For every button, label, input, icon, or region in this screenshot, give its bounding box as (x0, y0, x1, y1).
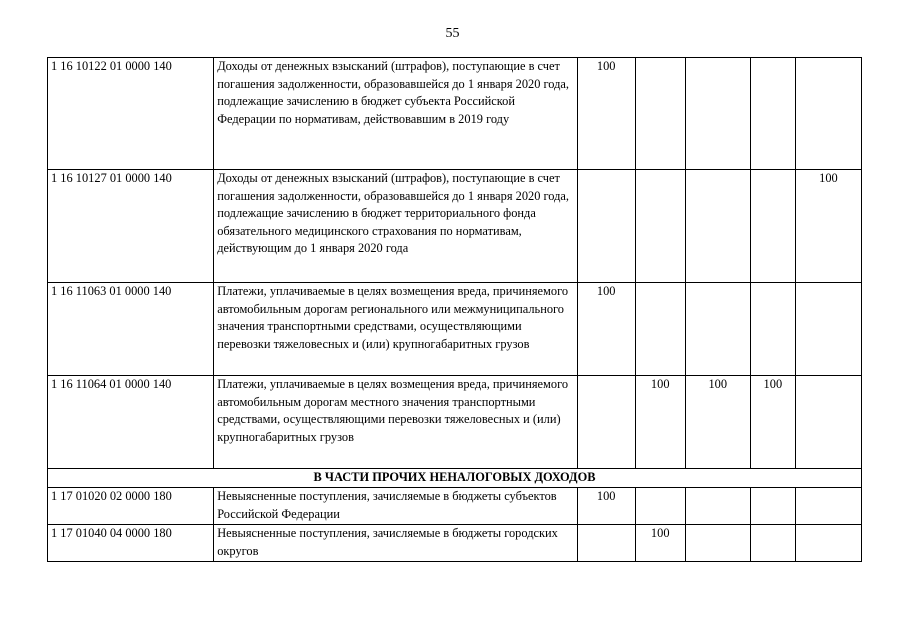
table-row (48, 170, 862, 283)
table-row (48, 376, 862, 469)
value-cell (577, 525, 635, 562)
revenue-name: Платежи, уплачиваемые в целях возмещения вреда, причиняемого автомобильным дорогам регионального или межмуниципального значения транспортными средствами, осуществляющими перевозки тяжеловесных и (или) крупногабаритных грузов (214, 283, 577, 376)
value-cell (685, 58, 750, 170)
revenue-code: 1 16 10122 01 0000 140 (48, 58, 214, 170)
revenue-code: 1 17 01040 04 0000 180 (48, 525, 214, 562)
revenue-name: Доходы от денежных взысканий (штрафов), поступающие в счет погашения задолженности, образовавшейся до 1 января 2020 года, подлежащие зачислению в бюджет территориального фонда обязательного медицинского страхования по нормативам, действующим до 1 января 2020 года (214, 170, 577, 283)
section-title: В ЧАСТИ ПРОЧИХ НЕНАЛОГОВЫХ ДОХОДОВ (48, 469, 862, 488)
revenue-name: Доходы от денежных взысканий (штрафов), поступающие в счет погашения задолженности, образовавшейся до 1 января 2020 года, подлежащие зачислению в бюджет субъекта Российской Федерации по нормативам, действовавшим в 2019 году (214, 58, 577, 170)
revenue-code: 1 16 11063 01 0000 140 (48, 283, 214, 376)
revenue-name: Платежи, уплачиваемые в целях возмещения вреда, причиняемого автомобильным дорогам местного значения транспортными средствами, осуществляющими перевозки тяжеловесных и (или) крупногабаритных грузов (214, 376, 577, 469)
value-cell: 100 (577, 488, 635, 525)
value-cell (795, 488, 861, 525)
value-cell: 100 (685, 376, 750, 469)
table-row (48, 525, 862, 562)
value-cell (750, 283, 795, 376)
value-cell (750, 170, 795, 283)
budget-revenue-table (47, 57, 862, 562)
value-cell (685, 170, 750, 283)
value-cell (795, 376, 861, 469)
page-number: 55 (445, 26, 460, 41)
revenue-code: 1 17 01020 02 0000 180 (48, 488, 214, 525)
revenue-name: Невыясненные поступления, зачисляемые в бюджеты городских округов (214, 525, 577, 562)
value-cell (577, 376, 635, 469)
value-cell (685, 283, 750, 376)
value-cell: 100 (577, 283, 635, 376)
revenue-code: 1 16 10127 01 0000 140 (48, 170, 214, 283)
value-cell (795, 525, 861, 562)
value-cell (685, 488, 750, 525)
value-cell (750, 525, 795, 562)
value-cell (635, 283, 685, 376)
value-cell (635, 170, 685, 283)
value-cell: 100 (635, 525, 685, 562)
value-cell (750, 488, 795, 525)
section-header-row (48, 469, 862, 488)
value-cell (635, 488, 685, 525)
value-cell (577, 170, 635, 283)
revenue-code: 1 16 11064 01 0000 140 (48, 376, 214, 469)
value-cell (685, 525, 750, 562)
value-cell (795, 58, 861, 170)
table-row (48, 58, 862, 170)
value-cell: 100 (635, 376, 685, 469)
value-cell (750, 58, 795, 170)
value-cell: 100 (750, 376, 795, 469)
value-cell (635, 58, 685, 170)
revenue-name: Невыясненные поступления, зачисляемые в бюджеты субъектов Российской Федерации (214, 488, 577, 525)
value-cell: 100 (577, 58, 635, 170)
value-cell (795, 283, 861, 376)
table-row (48, 488, 862, 525)
table-row (48, 283, 862, 376)
value-cell: 100 (795, 170, 861, 283)
